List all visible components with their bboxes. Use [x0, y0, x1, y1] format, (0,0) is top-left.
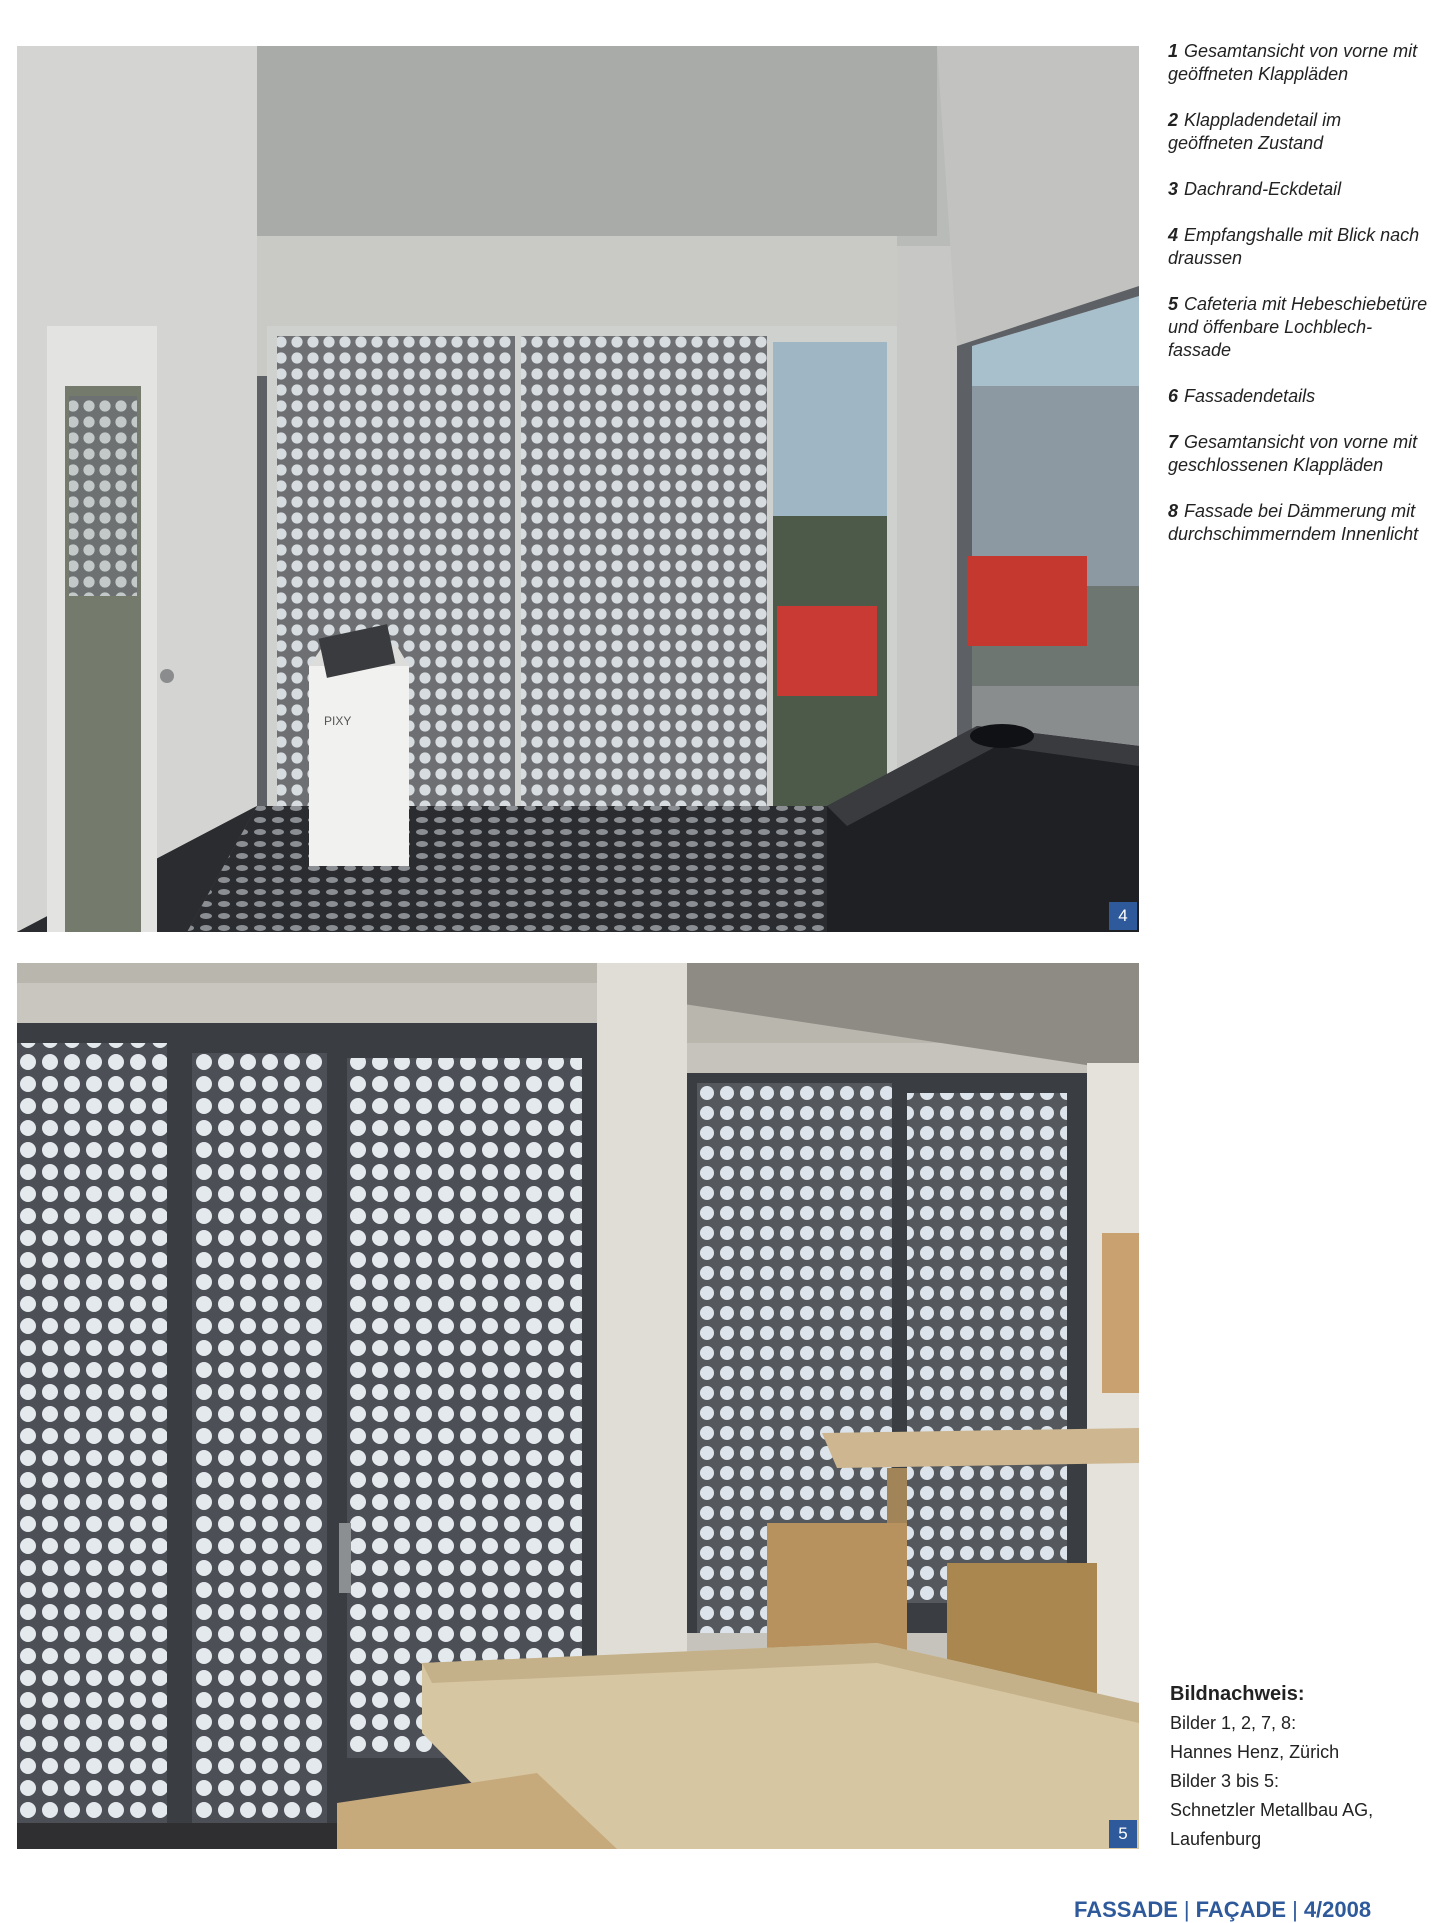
credits-line: Bilder 1, 2, 7, 8:: [1170, 1713, 1297, 1733]
caption-4: 4 Empfangshalle mit Blick nach draussen: [1168, 225, 1420, 268]
credits-line: Schnetzler Metallbau AG,: [1170, 1800, 1374, 1820]
caption-1: 1 Gesamtansicht von vorne mit geöffneten Klappläden: [1168, 41, 1418, 84]
caption-8: 8 Fassade bei Dämmerung mit durchschimmerndem Innenlicht: [1168, 501, 1419, 544]
kiosk-brand-label: PIXY: [324, 714, 352, 728]
caption-2: 2 Klappladendetail im geöffneten Zustand: [1168, 110, 1342, 153]
page-footer: [1074, 1897, 1371, 1923]
photo-reception-hall: [17, 46, 1139, 932]
magazine-name-fr: FAÇADE: [1195, 1897, 1287, 1922]
high-table: [822, 1428, 1139, 1468]
image-credits: [1170, 1680, 1430, 1854]
caption-3: 3 Dachrand-Eckdetail: [1168, 179, 1342, 199]
photo-number-badge: 4: [1109, 902, 1137, 930]
magazine-name-de: FASSADE: [1074, 1897, 1178, 1922]
caption-5: 5 Cafeteria mit Hebeschiebetüre und öffenbare Lochblech-fassade: [1168, 294, 1428, 360]
credits-title: Bildnachweis:: [1170, 1683, 1305, 1705]
credits-line: Laufenburg: [1170, 1829, 1262, 1849]
caption-6: 6 Fassadendetails: [1168, 386, 1316, 406]
photo-number-badge: 5: [1109, 1820, 1137, 1848]
credits-line: Hannes Henz, Zürich: [1170, 1742, 1340, 1762]
kiosk-stand: [309, 666, 409, 866]
issue-number: 4/2008: [1303, 1897, 1372, 1922]
footer-separator: |: [1183, 1897, 1190, 1922]
caption-7: 7 Gesamtansicht von vorne mit geschlossenen Klappläden: [1168, 432, 1418, 475]
footer-separator: |: [1292, 1897, 1298, 1922]
photo-reception-illustration: [17, 46, 1139, 932]
photo-cafeteria: [17, 963, 1139, 1849]
photo-cafeteria-illustration: [17, 963, 1139, 1849]
figure-captions: [1168, 40, 1430, 569]
credits-line: Bilder 3 bis 5:: [1170, 1771, 1280, 1791]
